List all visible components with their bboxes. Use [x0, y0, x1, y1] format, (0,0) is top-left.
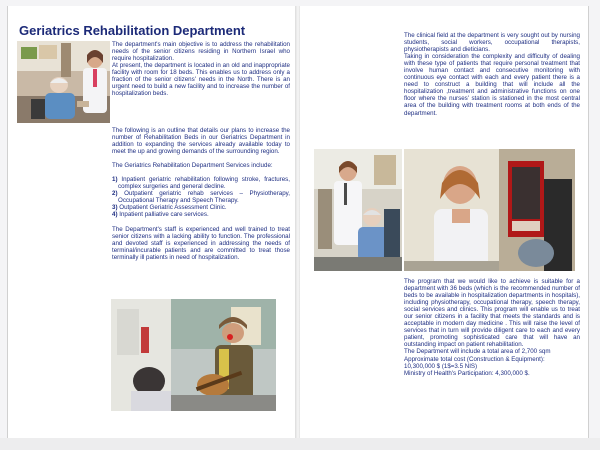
- area-line: The Department will include a total area of 2,700 sqm: [404, 348, 551, 356]
- cost-amount-line: 10,300,000 $ (1$=3.5 NIS): [404, 362, 478, 370]
- left-page: [7, 6, 295, 438]
- services-list-item: 4) Inpatient palliative care services.: [112, 211, 209, 219]
- intro-text: [112, 41, 290, 104]
- outline-paragraph: The following is an outline that details our plans to increase the number of Rehabilitation Beds in our Geriatrics Department in addition to expanding the services already available today to meet the up and growing demands of the surrounding region.: [112, 127, 290, 156]
- page-title: Geriatrics Rehabilitation Department: [19, 23, 246, 38]
- intro-paragraph-2: At present, the department is located in an old and inappropriate facility with room for 18 beds. This enables us to address only a fraction of the senior citizens' needs in the North. There is an urgent need to build a new facility and to increase the number of hospitalization beds.: [112, 62, 290, 98]
- services-heading: The Geriatrics Rehabilitation Department Services include:: [112, 162, 273, 170]
- clinical-text: [404, 32, 580, 117]
- services-list-item: 3) Outpatient Geriatric Assessment Clinic.: [112, 204, 227, 212]
- program-paragraph: The program that we would like to achieve is suitable for a department with 36 beds (which is the recommended number of beds to be available in hospitalization departments in hospitals), including physiotherapy, occupational therapy, speech therapy, social services and clinics. This program will enable us to treat our senior citizens in a facility that meets the standards and is acceptable in modern day medicine . This will raise the level of services that in turn will provide diligent care to each and every patient, promoting sophisticated care that will have an outstanding impact on patient rehabilitation.: [404, 278, 580, 349]
- right-page: [300, 6, 589, 438]
- photo-nurse-with-patient: [314, 149, 402, 271]
- staff-paragraph: The Department's staff is experienced and well trained to treat senior citizens with a lacking ability to function. The professional and devoted staff is experienced in addressing the needs of terminal/incurable patients and are committed to treat those terminally ill patients in need of hospitalization.: [112, 225, 290, 261]
- services-list-item: 1) Inpatient geriatric rehabilitation following stroke, fractures, complex surgeries and general decline.: [112, 176, 290, 191]
- photo-nurse-portrait: [404, 149, 575, 271]
- outline-text: [112, 127, 290, 268]
- services-list: [112, 176, 290, 218]
- program-text: [404, 278, 580, 377]
- ministry-line: Ministry of Health's Participation: 4,300,000 $.: [404, 369, 530, 377]
- cost-line: Approximate total cost (Construction & Equipment):: [404, 355, 545, 363]
- clinical-paragraph-1: The clinical field at the department is very sought out by nursing students, social workers, occupational therapists, physiotherapists and dieticians.: [404, 32, 580, 54]
- services-list-item: 2) Outpatient geriatric rehab services – Physiotherapy, Occupational Therapy and Speech Therapy.: [112, 190, 290, 205]
- photo-patient-and-nurse: [17, 41, 110, 123]
- bottom-edge: [0, 438, 600, 450]
- photo-music-therapy: [111, 299, 276, 411]
- intro-paragraph-1: The department's main objective is to address the rehabilitation needs of the senior citizens residing in Northern Israel who require hospitalization.: [112, 41, 290, 63]
- clinical-paragraph-2: Taking in consideration the complexity and difficulty of dealing with these type of patients that require personal treatment that involve human contact and consecutive monitoring with continuous eye contact with each and every patient there is a need to construct a building that will include all the hospitalization ,treatment and administrative functions on one floor where the nurses' station is stationed in the most central area of the building with treatment rooms at both ends of the department.: [404, 53, 580, 117]
